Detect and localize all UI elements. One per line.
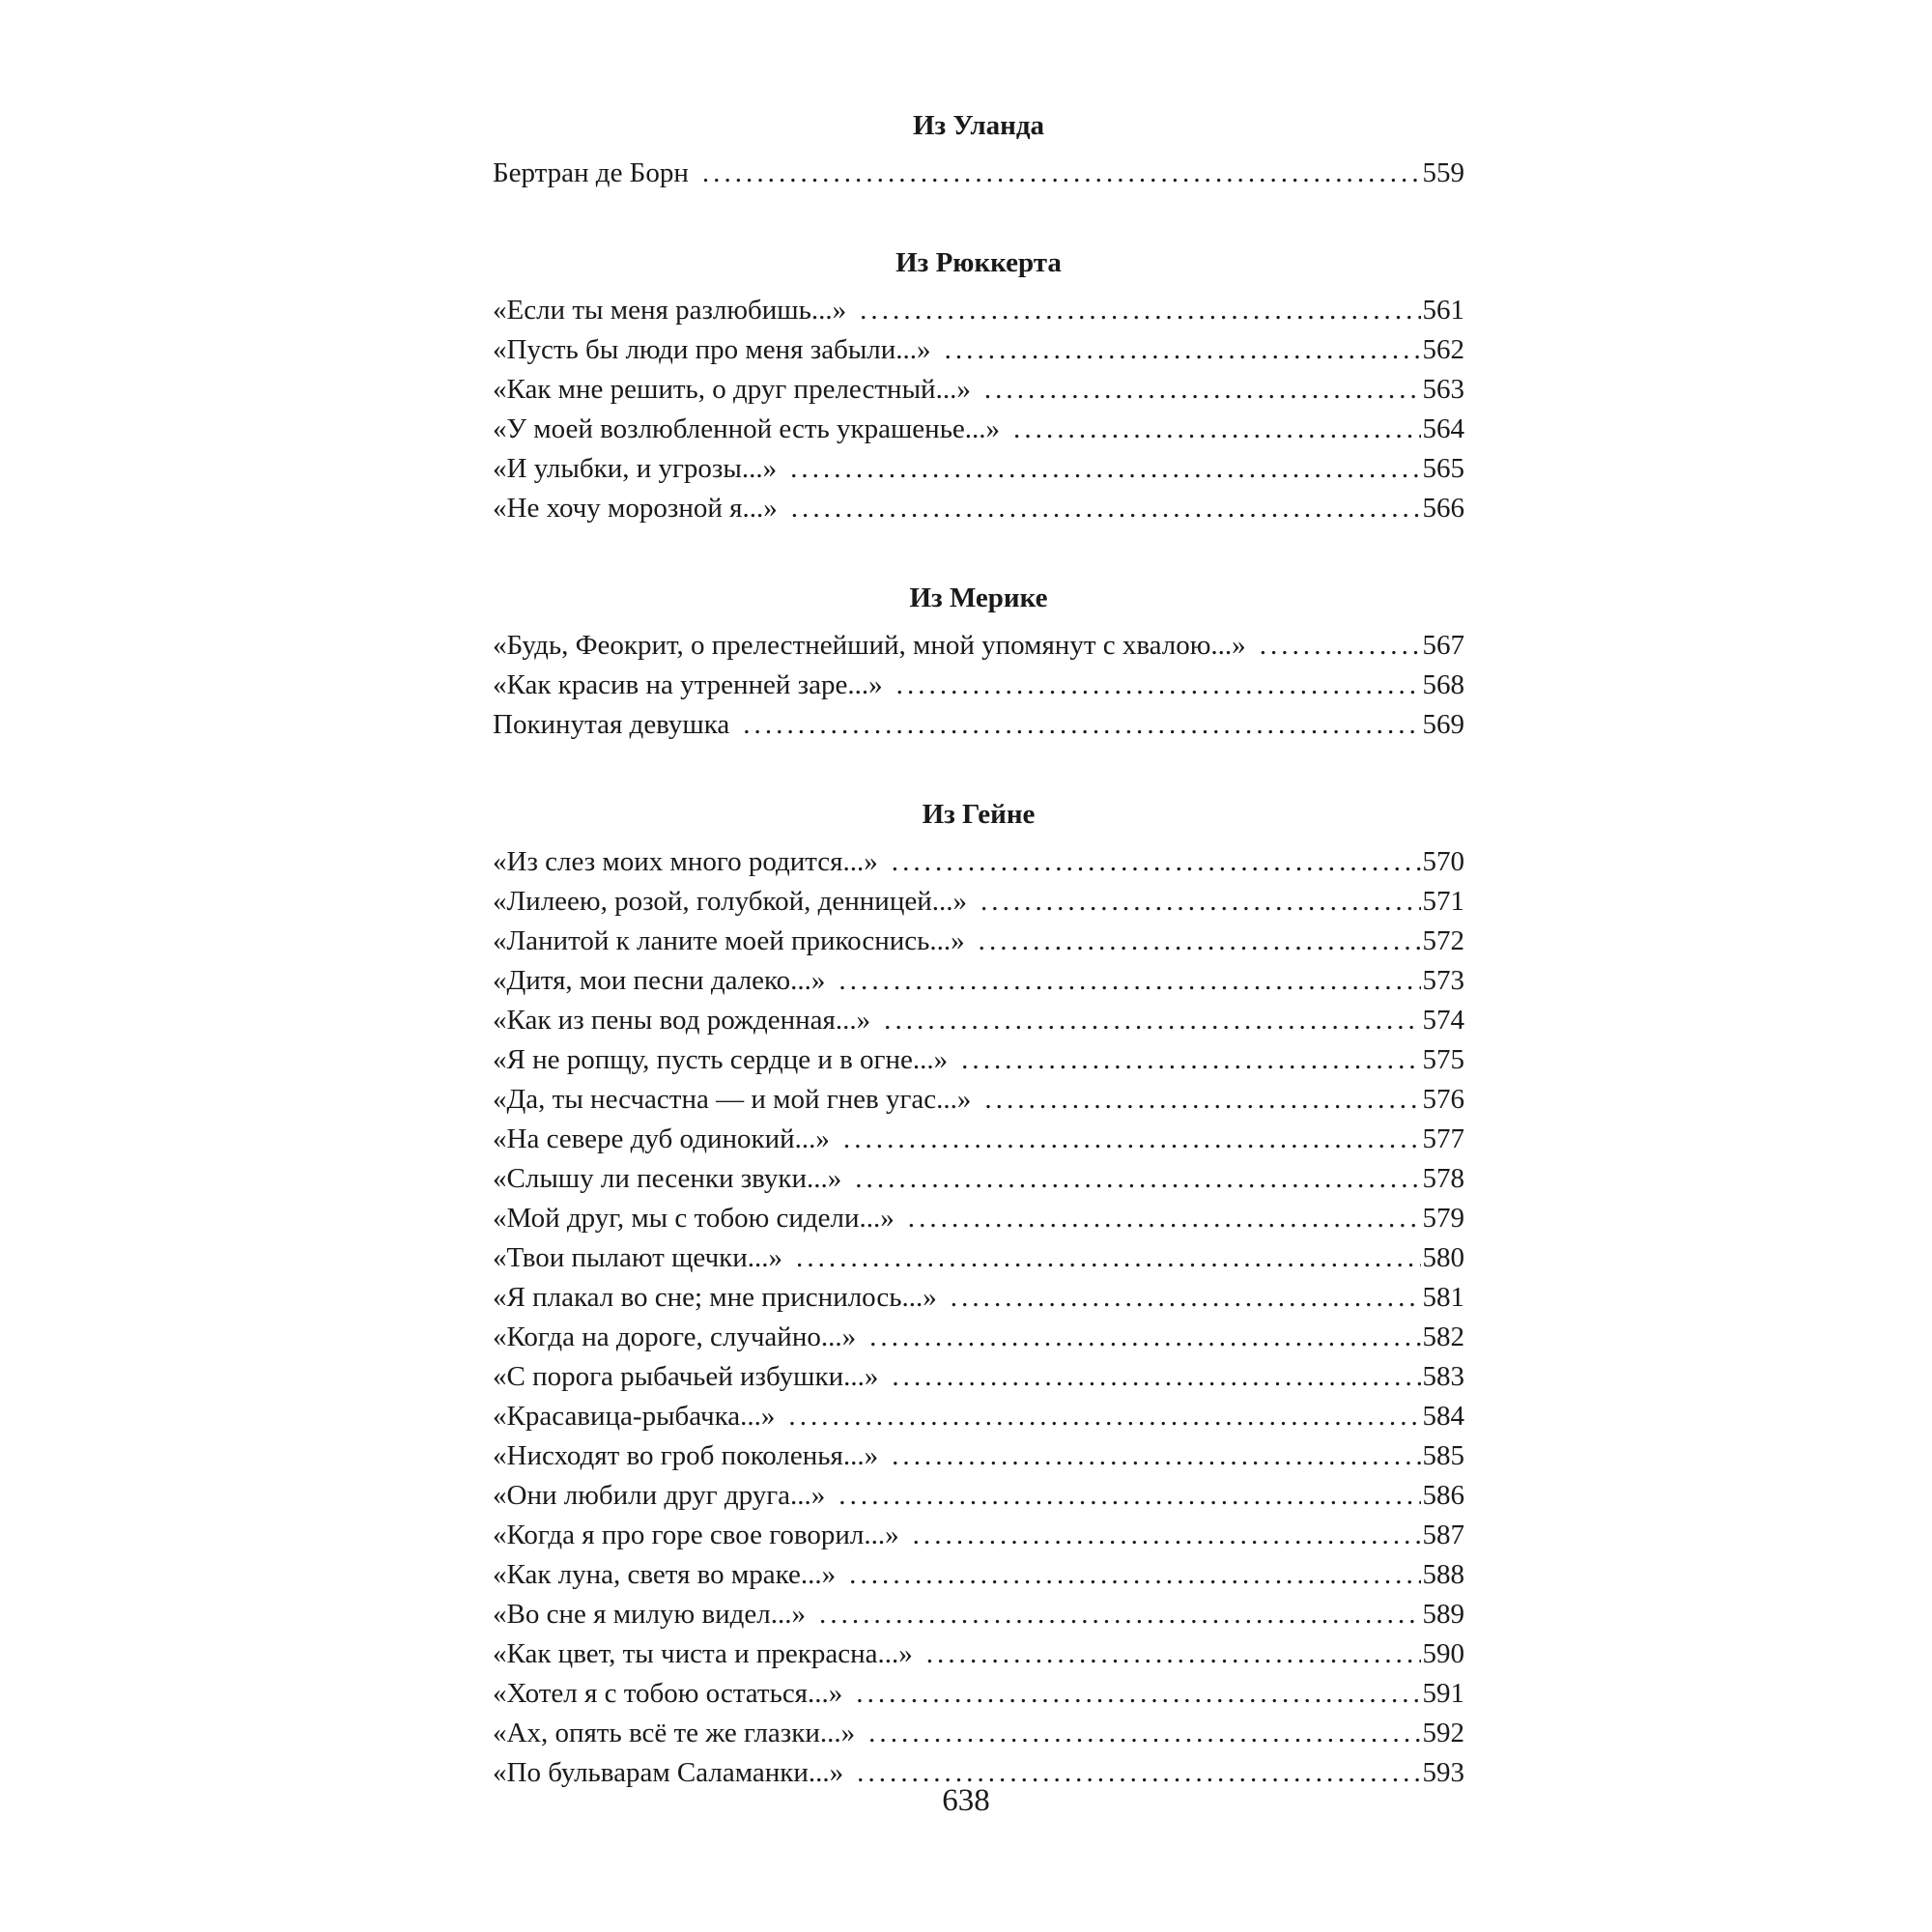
entry-page: 577 bbox=[1422, 1123, 1464, 1154]
entry-page: 578 bbox=[1422, 1163, 1464, 1194]
entry-title: «Красавица-рыбачка...» bbox=[493, 1401, 776, 1432]
entry-page: 567 bbox=[1422, 630, 1464, 661]
toc-entry bbox=[493, 626, 1464, 666]
entry-title: «На севере дуб одинокий...» bbox=[493, 1123, 830, 1154]
toc-entry bbox=[493, 1278, 1464, 1318]
dot-leader bbox=[843, 1120, 1421, 1159]
entry-title: «Лилеею, розой, голубкой, денницей...» bbox=[493, 886, 967, 917]
entry-page: 566 bbox=[1422, 493, 1464, 524]
table-of-contents bbox=[493, 106, 1464, 1793]
entry-page: 591 bbox=[1422, 1678, 1464, 1709]
dot-leader bbox=[856, 1674, 1420, 1714]
dot-leader bbox=[1013, 410, 1420, 449]
entry-title: «Я плакал во сне; мне приснилось...» bbox=[493, 1282, 937, 1313]
toc-entry bbox=[493, 154, 1464, 193]
entry-page: 586 bbox=[1422, 1480, 1464, 1511]
entry-page: 569 bbox=[1422, 709, 1464, 740]
entry-page: 561 bbox=[1422, 295, 1464, 326]
toc-entry bbox=[493, 1436, 1464, 1476]
entry-list bbox=[493, 154, 1464, 193]
dot-leader bbox=[702, 154, 1421, 193]
dot-leader bbox=[838, 1476, 1420, 1516]
entry-page: 585 bbox=[1422, 1440, 1464, 1471]
toc-section bbox=[493, 579, 1464, 745]
toc-entry bbox=[493, 291, 1464, 330]
entry-page: 581 bbox=[1422, 1282, 1464, 1313]
entry-page: 589 bbox=[1422, 1599, 1464, 1630]
entry-list bbox=[493, 291, 1464, 528]
entry-title: «Мой друг, мы с тобою сидели...» bbox=[493, 1203, 895, 1234]
entry-page: 573 bbox=[1422, 965, 1464, 996]
dot-leader bbox=[849, 1555, 1420, 1595]
entry-page: 583 bbox=[1422, 1361, 1464, 1392]
dot-leader bbox=[984, 1080, 1420, 1120]
toc-entry bbox=[493, 882, 1464, 922]
entry-page: 584 bbox=[1422, 1401, 1464, 1432]
toc-entry bbox=[493, 370, 1464, 410]
dot-leader bbox=[951, 1278, 1421, 1318]
section-title: Из Рюккерта bbox=[895, 247, 1062, 278]
dot-leader bbox=[790, 449, 1420, 489]
dot-leader bbox=[984, 370, 1421, 410]
section-title: Из Гейне bbox=[922, 799, 1036, 830]
toc-section bbox=[493, 795, 1464, 1793]
dot-leader bbox=[796, 1238, 1420, 1278]
entry-page: 568 bbox=[1422, 669, 1464, 700]
dot-leader bbox=[838, 961, 1420, 1001]
dot-leader bbox=[860, 291, 1420, 330]
entry-title: «Если ты меня разлюбишь...» bbox=[493, 295, 847, 326]
toc-entry bbox=[493, 489, 1464, 528]
entry-title: «С порога рыбачьей избушки...» bbox=[493, 1361, 879, 1392]
toc-entry bbox=[493, 666, 1464, 705]
entry-title: «Слышу ли песенки звуки...» bbox=[493, 1163, 842, 1194]
dot-leader bbox=[868, 1714, 1420, 1753]
entry-title: «Они любили друг друга...» bbox=[493, 1480, 826, 1511]
toc-entry bbox=[493, 1120, 1464, 1159]
entry-page: 590 bbox=[1422, 1638, 1464, 1669]
toc-entry bbox=[493, 449, 1464, 489]
toc-entry bbox=[493, 1357, 1464, 1397]
entry-title: «По бульварам Саламанки...» bbox=[493, 1757, 844, 1788]
toc-entry bbox=[493, 1318, 1464, 1357]
dot-leader bbox=[791, 489, 1421, 528]
dot-leader bbox=[1260, 626, 1421, 666]
entry-title: «Когда я про горе свое говорил...» bbox=[493, 1520, 899, 1550]
toc-entry bbox=[493, 922, 1464, 961]
toc-entry bbox=[493, 410, 1464, 449]
toc-entry bbox=[493, 1001, 1464, 1040]
entry-title: «Как цвет, ты чиста и прекрасна...» bbox=[493, 1638, 913, 1669]
entry-page: 564 bbox=[1422, 413, 1464, 444]
dot-leader bbox=[788, 1397, 1420, 1436]
entry-list bbox=[493, 842, 1464, 1793]
dot-leader bbox=[980, 882, 1421, 922]
toc-entry bbox=[493, 1674, 1464, 1714]
dot-leader bbox=[892, 1357, 1420, 1397]
entry-page: 587 bbox=[1422, 1520, 1464, 1550]
toc-entry bbox=[493, 1199, 1464, 1238]
toc-entry bbox=[493, 1595, 1464, 1634]
entry-title: «Пусть бы люди про меня забыли...» bbox=[493, 334, 931, 365]
entry-page: 565 bbox=[1422, 453, 1464, 484]
entry-page: 593 bbox=[1422, 1757, 1464, 1788]
dot-leader bbox=[945, 330, 1421, 370]
entry-title: Бертран де Борн bbox=[493, 157, 689, 188]
entry-title: «Ах, опять всё те же глазки...» bbox=[493, 1718, 856, 1748]
entry-title: «И улыбки, и угрозы...» bbox=[493, 453, 778, 484]
toc-entry bbox=[493, 842, 1464, 882]
dot-leader bbox=[961, 1040, 1420, 1080]
dot-leader bbox=[979, 922, 1421, 961]
dot-leader bbox=[896, 666, 1421, 705]
section-title: Из Мерике bbox=[909, 582, 1048, 613]
dot-leader bbox=[855, 1159, 1420, 1199]
toc-entry bbox=[493, 1159, 1464, 1199]
entry-title: «Да, ты несчастна — и мой гнев угас...» bbox=[493, 1084, 972, 1115]
dot-leader bbox=[869, 1318, 1420, 1357]
entry-title: «Как луна, светя во мраке...» bbox=[493, 1559, 837, 1590]
toc-section bbox=[493, 106, 1464, 193]
entry-title: «Дитя, мои песни далеко...» bbox=[493, 965, 826, 996]
entry-title: Покинутая девушка bbox=[493, 709, 730, 740]
entry-page: 559 bbox=[1422, 157, 1464, 188]
toc-entry bbox=[493, 961, 1464, 1001]
entry-title: «Как красив на утренней заре...» bbox=[493, 669, 883, 700]
entry-page: 582 bbox=[1422, 1321, 1464, 1352]
entry-page: 563 bbox=[1422, 374, 1464, 405]
entry-page: 572 bbox=[1422, 925, 1464, 956]
entry-page: 579 bbox=[1422, 1203, 1464, 1234]
entry-title: «Я не ропщу, пусть сердце и в огне...» bbox=[493, 1044, 949, 1075]
page-number: 638 bbox=[942, 1783, 990, 1818]
entry-title: «Как из пены вод рожденная...» bbox=[493, 1005, 871, 1036]
dot-leader bbox=[884, 1001, 1420, 1040]
dot-leader bbox=[913, 1516, 1421, 1555]
entry-page: 570 bbox=[1422, 846, 1464, 877]
toc-entry bbox=[493, 1476, 1464, 1516]
entry-title: «Во сне я милую видел...» bbox=[493, 1599, 807, 1630]
entry-title: «Когда на дороге, случайно...» bbox=[493, 1321, 857, 1352]
entry-page: 580 bbox=[1422, 1242, 1464, 1273]
dot-leader bbox=[908, 1199, 1421, 1238]
entry-title: «Твои пылают щечки...» bbox=[493, 1242, 783, 1273]
entry-title: «У моей возлюбленной есть украшенье...» bbox=[493, 413, 1001, 444]
entry-title: «Нисходят во гроб поколенья...» bbox=[493, 1440, 879, 1471]
entry-title: «Не хочу морозной я...» bbox=[493, 493, 778, 524]
entry-title: «Будь, Феокрит, о прелестнейший, мной упомянут с хвалою...» bbox=[493, 630, 1246, 661]
entry-title: «Хотел я с тобою остаться...» bbox=[493, 1678, 843, 1709]
toc-entry bbox=[493, 1040, 1464, 1080]
entry-page: 575 bbox=[1422, 1044, 1464, 1075]
toc-entry bbox=[493, 1238, 1464, 1278]
toc-entry bbox=[493, 1555, 1464, 1595]
dot-leader bbox=[926, 1634, 1421, 1674]
entry-page: 574 bbox=[1422, 1005, 1464, 1036]
entry-list bbox=[493, 626, 1464, 745]
toc-entry bbox=[493, 1634, 1464, 1674]
toc-entry bbox=[493, 330, 1464, 370]
toc-entry bbox=[493, 1516, 1464, 1555]
entry-page: 562 bbox=[1422, 334, 1464, 365]
entry-title: «Как мне решить, о друг прелестный...» bbox=[493, 374, 971, 405]
dot-leader bbox=[819, 1595, 1420, 1634]
dot-leader bbox=[892, 842, 1421, 882]
entry-page: 576 bbox=[1422, 1084, 1464, 1115]
toc-entry bbox=[493, 1397, 1464, 1436]
entry-page: 592 bbox=[1422, 1718, 1464, 1748]
toc-entry bbox=[493, 705, 1464, 745]
section-title: Из Уланда bbox=[912, 110, 1045, 141]
entry-title: «Ланитой к ланите моей прикоснись...» bbox=[493, 925, 965, 956]
dot-leader bbox=[892, 1436, 1420, 1476]
toc-entry bbox=[493, 1080, 1464, 1120]
toc-entry bbox=[493, 1714, 1464, 1753]
toc-section bbox=[493, 243, 1464, 528]
entry-page: 588 bbox=[1422, 1559, 1464, 1590]
dot-leader bbox=[743, 705, 1420, 745]
entry-title: «Из слез моих много родится...» bbox=[493, 846, 878, 877]
entry-page: 571 bbox=[1422, 886, 1464, 917]
